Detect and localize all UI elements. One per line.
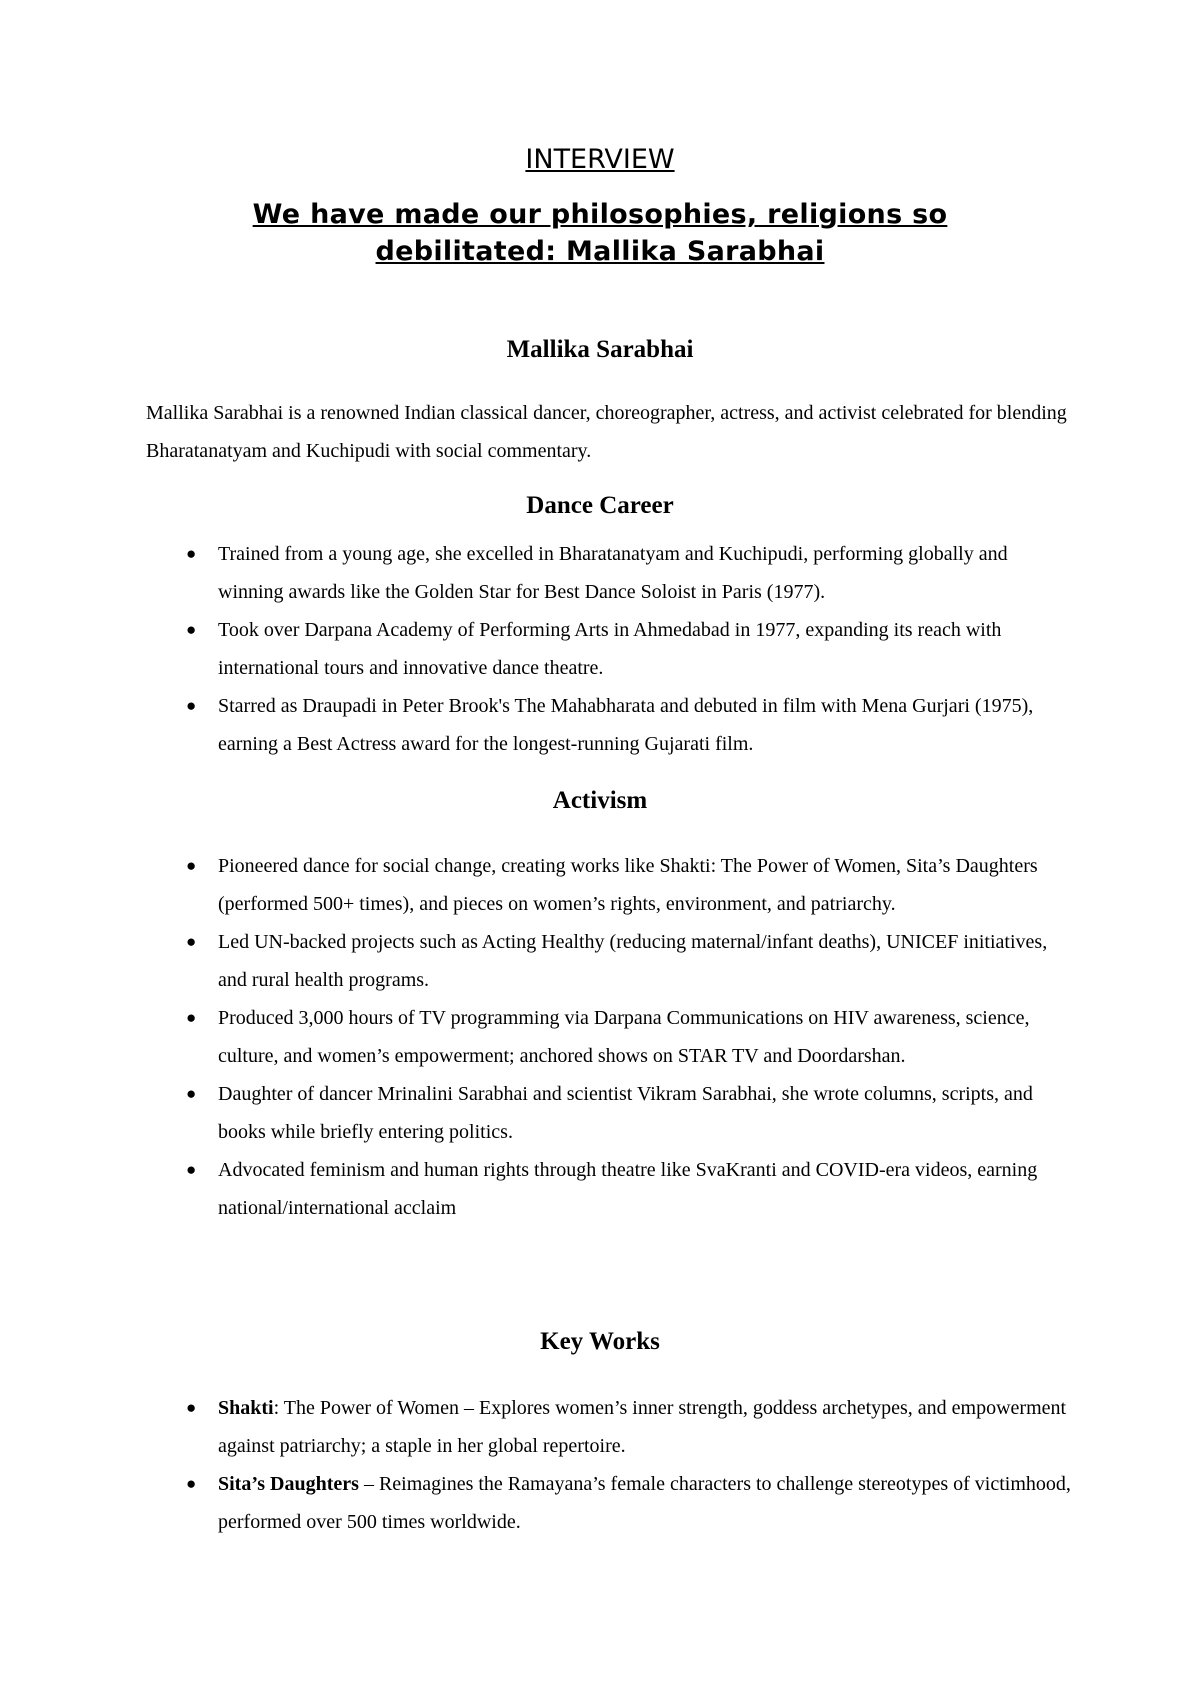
activism-list	[146, 847, 1076, 1227]
headline-line-1: We have made our philosophies, religions so	[252, 199, 948, 230]
list-item-text: Daughter of dancer Mrinalini Sarabhai and scientist Vikram Sarabhai, she wrote columns, scripts, and books while briefly entering politics.	[218, 1083, 1033, 1143]
list-item	[146, 611, 1076, 687]
work-description: – Reimagines the Ramayana’s female characters to challenge stereotypes of victimhood, performed over 500 times worldwide.	[218, 1473, 1071, 1533]
work-description: : The Power of Women – Explores women’s inner strength, goddess archetypes, and empowerment against patriarchy; a staple in her global repertoire.	[218, 1397, 1067, 1457]
intro-paragraph: Mallika Sarabhai is a renowned Indian classical dancer, choreographer, actress, and activist celebrated for blending Bharatanatyam and Kuchipudi with social commentary.	[146, 402, 1067, 462]
dance-career-heading: Dance Career	[526, 492, 674, 519]
list-item-text: Advocated feminism and human rights through theatre like SvaKranti and COVID-era videos, earning national/international acclaim	[218, 1159, 1038, 1219]
list-item	[146, 687, 1076, 763]
activism-heading: Activism	[552, 787, 648, 814]
list-item	[146, 1075, 1076, 1151]
work-title: Shakti	[218, 1397, 274, 1419]
bullet-icon: ●	[186, 1008, 197, 1027]
headline-line-2: debilitated: Mallika Sarabhai	[375, 236, 825, 267]
list-item-text: Trained from a young age, she excelled in Bharatanatyam and Kuchipudi, performing globally and winning awards like the Golden Star for Best Dance Soloist in Paris (1977).	[218, 543, 1008, 603]
list-item-text: Took over Darpana Academy of Performing Arts in Ahmedabad in 1977, expanding its reach with international tours and innovative dance theatre.	[218, 619, 1002, 679]
bullet-icon: ●	[186, 856, 197, 875]
bullet-icon: ●	[186, 696, 197, 715]
list-item-text: Pioneered dance for social change, creating works like Shakti: The Power of Women, Sita’s Daughters (performed 500+ times), and pieces on women’s rights, environment, and patriarchy.	[218, 855, 1038, 915]
article-headline	[0, 196, 1200, 270]
key-works-heading: Key Works	[540, 1328, 660, 1355]
bullet-icon: ●	[186, 1160, 197, 1179]
key-works-list	[146, 1389, 1076, 1541]
list-item-text: Produced 3,000 hours of TV programming via Darpana Communications on HIV awareness, science, culture, and women’s empowerment; anchored shows on STAR TV and Doordarshan.	[218, 1007, 1030, 1067]
list-item	[146, 923, 1076, 999]
list-item	[146, 847, 1076, 923]
list-item	[146, 1151, 1076, 1227]
list-item	[146, 1465, 1076, 1541]
bullet-icon: ●	[186, 932, 197, 951]
list-item-text: Starred as Draupadi in Peter Brook's The Mahabharata and debuted in film with Mena Gurjari (1975), earning a Best Actress award for the longest-running Gujarati film.	[218, 695, 1034, 755]
list-item	[146, 999, 1076, 1075]
list-item-text: Led UN-backed projects such as Acting Healthy (reducing maternal/infant deaths), UNICEF initiatives, and rural health programs.	[218, 931, 1048, 991]
bullet-icon: ●	[186, 1084, 197, 1103]
work-title: Sita’s Daughters	[218, 1473, 359, 1495]
bullet-icon: ●	[186, 1474, 197, 1493]
bullet-icon: ●	[186, 544, 197, 563]
bullet-icon: ●	[186, 1398, 197, 1417]
list-item	[146, 535, 1076, 611]
article-label: INTERVIEW	[525, 144, 675, 175]
list-item	[146, 1389, 1076, 1465]
bullet-icon: ●	[186, 620, 197, 639]
profile-heading: Mallika Sarabhai	[506, 336, 694, 363]
dance-career-list	[146, 535, 1076, 763]
